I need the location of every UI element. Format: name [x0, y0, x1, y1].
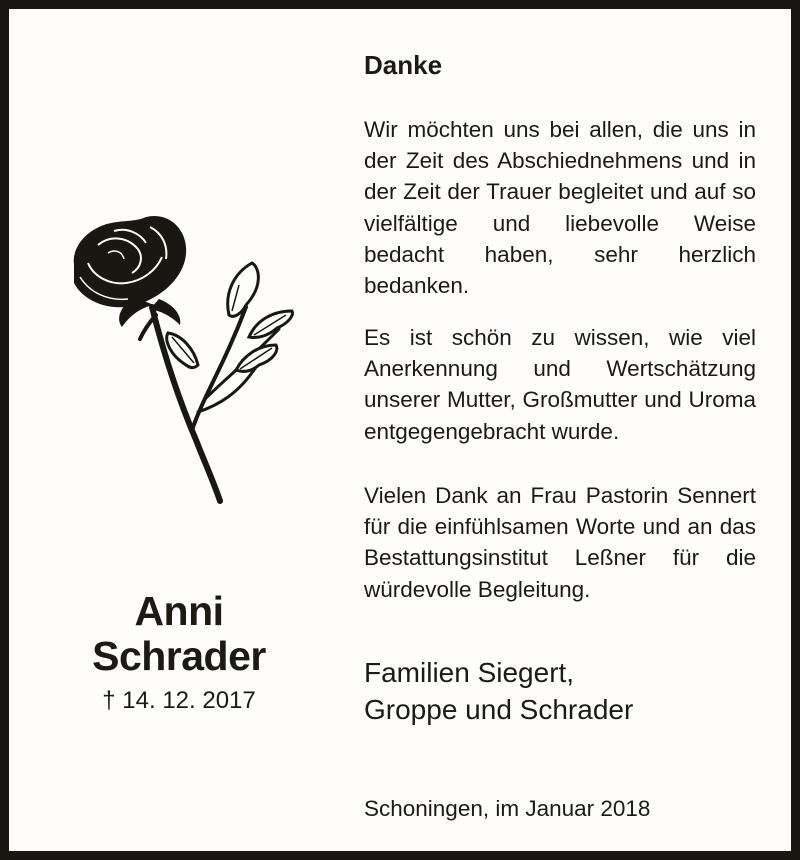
- signature: [364, 654, 633, 728]
- place-date: Schoningen, im Januar 2018: [364, 796, 651, 821]
- deceased-first-name: Anni: [134, 588, 224, 634]
- notice-paragraph: Vielen Dank an Frau Pastorin Sennert für die einfühlsamen Worte und an das Bestattungsinstitut Leßner für die würdevolle Begleitung.: [364, 483, 756, 602]
- deceased-last-name: Schrader: [92, 633, 266, 679]
- notice-paragraph: Es ist schön zu wissen, wie viel Anerkennung und Wertschätzung unserer Mutter, Großmutter und Uroma entgegengebracht wurde.: [364, 325, 756, 444]
- rose-icon: [64, 215, 294, 505]
- notice-heading: Danke: [364, 50, 443, 80]
- notice-paragraph: Wir möchten uns bei allen, die uns in der Zeit des Abschiednehmens und in der Zeit der Trauer begleitet und auf so vielfältige und liebevolle Weise bedacht haben, sehr herzlich bedanken.: [364, 117, 756, 299]
- signature-line: Groppe und Schrader: [364, 694, 634, 725]
- death-date: † 14. 12. 2017: [102, 687, 256, 714]
- signature-line: Familien Siegert,: [364, 657, 575, 688]
